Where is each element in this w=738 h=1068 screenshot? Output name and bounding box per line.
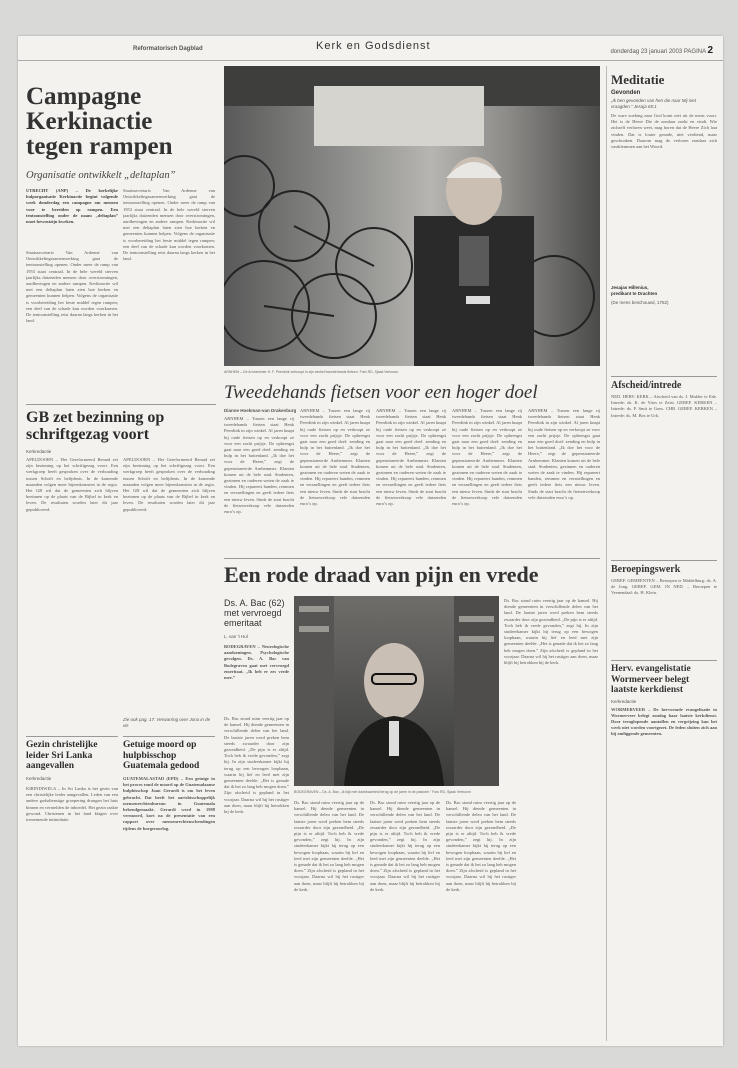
evangelist-title: Herv. evangelistatie Wormerveer belegt laatste kerkdienst	[611, 664, 691, 695]
divider-afscheid	[611, 376, 717, 377]
section-title: Kerk en Godsdienst	[316, 40, 431, 52]
draad-byline: L. van ’t Hul	[224, 634, 248, 639]
draad-body-col3: Ds. Bac stond ruim veertig jaar op de kansel. Hij diende gemeenten in verschillende delen van het land. De laatste jaren werd preken hem steeds zwaarder door zijn gezondheid. „De pijn is er altijd. Toch heb ik vrede gevonden,” zegt hij. In zijn studeerkamer kijkt hij terug op een bewogen loopbaan, waarin hij lief en leed met zijn gemeenten deelde. „Het is genade dat ik het zo lang heb mogen doen.” Zijn afscheid is gepland in het voorjaar. Daarna wil hij het rustiger aan doen, maar blijft hij betrokken bij de kerk.	[446, 800, 516, 892]
evangelist-body: WORMERVEER – De hervormde evangelisatie in Wormerveer belegt zondag haar laatste kerkdienst. Door teruglopende aantallen en vergrijzing kan het werk niet worden voortgezet. De leden sluiten zich aan bij omliggende gemeenten.	[611, 706, 717, 737]
draad-body-col0: Ds. Bac stond ruim veertig jaar op de kansel. Hij diende gemeenten in verschillende delen van het land. De laatste jaren werd preken hem steeds zwaarder door zijn gezondheid. „De pijn is er altijd. Toch heb ik vrede gevonden,” zegt hij. In zijn studeerkamer kijkt hij terug op een bewogen loopbaan, waarin hij lief en leed met zijn gemeenten deelde. „Het is genade dat ik het zo lang heb mogen doen.” Zijn afscheid is gepland in het voorjaar. Daarna wil hij het rustiger aan doen, maar blijft hij betrokken bij de kerk.	[224, 716, 289, 815]
page-label: PAGINA	[683, 49, 706, 55]
gb-headline	[26, 409, 218, 443]
afscheid-section	[611, 380, 717, 554]
divider-guatemala	[123, 736, 215, 737]
beroeping-body: GEREF. GEMEENTEN – Beroepen te Middelburg: ds. A. de Jong. GEREF. GEM. IN NED. – Beroepen te Veenendaal: ds. H. Klein.	[611, 578, 717, 596]
gb-kicker: Kerkredactie	[26, 449, 52, 454]
draad-headline: Een rode draad van pijn en vrede	[224, 562, 539, 587]
date-text: donderdag 23 januari 2003	[610, 49, 683, 55]
bike-shop-photo	[224, 66, 600, 366]
divider-beroeping	[611, 560, 717, 561]
meditatie-quote: „Ik ben gevonden van hen die naar Mij niet vraagden.” Jesaja 65:1	[611, 98, 697, 109]
newspaper-page	[18, 36, 723, 1046]
gb-continued: Zie ook pag. 17: Verwarring over Jona in de vis	[123, 717, 211, 728]
photo1-caption: ARNHEM – De Arnhemmer H. F. Peerdink verkoopt in zijn winkel tweedehands fietsen. Foto RD, Sjaak Verboom	[224, 370, 399, 374]
fietsen-body-col5: ARNHEM – Tussen een lange rij tweedehands fietsen staat Henk Peerdink in zijn winkel. Al jaren knapt hij oude fietsen op en verkoopt ze voor een zacht prijsje. De opbrengst gaat naar een goed doel: zending en hulp in het buitenland. „Ik doe het voor de Heere,” zegt de gepensioneerde Arnhemmer. Klanten komen uit de hele stad. Studenten, gezinnen en ouderen weten de zaak te vinden. Hij repareert banden, remmen en versnellingen en geeft iedere fiets een nieuw leven. Sinds de start bracht de fietsenverkoop vele duizenden euro’s op.	[528, 408, 600, 500]
fietsen-body-col1: ARNHEM – Tussen een lange rij tweedehands fietsen staat Henk Peerdink in zijn winkel. Al jaren knapt hij oude fietsen op en verkoopt ze voor een zacht prijsje. De opbrengst gaat naar een goed doel: zending en hulp in het buitenland. „Ik doe het voor de Heere,” zegt de gepensioneerde Arnhemmer. Klanten komen uit de hele stad. Studenten, gezinnen en ouderen weten de zaak te vinden. Hij repareert banden, remmen en versnellingen en geeft iedere fiets een nieuw leven. Sinds de start bracht de fietsenverkoop vele duizenden euro’s op.	[224, 416, 294, 515]
fietsen-body-col2: ARNHEM – Tussen een lange rij tweedehands fietsen staat Henk Peerdink in zijn winkel. Al jaren knapt hij oude fietsen op en verkoopt ze voor een zacht prijsje. De opbrengst gaat naar een goed doel: zending en hulp in het buitenland. „Ik doe het voor de Heere,” zegt de gepensioneerde Arnhemmer. Klanten komen uit de hele stad. Studenten, gezinnen en ouderen weten de zaak te vinden. Hij repareert banden, remmen en versnellingen en geeft iedere fiets een nieuw leven. Sinds de start bracht de fietsenverkoop vele duizenden euro’s op.	[300, 408, 370, 507]
srilanka-headline: Gezin christelijke leider Sri Lanka aangevallen	[26, 740, 98, 771]
draad-profile	[224, 598, 289, 726]
draad-profile-name: Ds. A. Bac (62)	[224, 598, 285, 608]
afscheid-body: NED. HERV. KERK – Afscheid van ds. J. Mulder te Ede. Intrede: ds. K. de Vries te Zeist. GEREF. KERKEN – Intrede: ds. P. Smit te Goes. CHR. GEREF. KERKEN – Intrede: ds. M. Bos te Urk.	[611, 394, 717, 418]
lead-body-col1: Staatssecretaris Van Ardenne van Ontwikkelingssamenwerking gaat de tentoonstelling openen. Onder meer de ramp van 1953 staat centraal. In de hele wereld sterven jaarlijks duizenden mensen door overstromingen, aardbevingen en andere rampen. Kerkinactie wil met een deltaplan laten zien hoe kerken en gemeenten kunnen helpen. Volgens de organisatie is voorbereiding het beste middel tegen rampen; een deel van de schade kan worden voorkomen. De tentoonstelling reist daarna langs kerken in het land.	[26, 250, 118, 324]
evangelist-section	[611, 664, 717, 1017]
fietsen-byline: Dianne Hoekman-van Drakenburg	[224, 408, 297, 413]
pastor-illustration	[294, 596, 499, 786]
draad-profile-sub2: emeritaat	[224, 618, 262, 628]
fietsen-body-col3: ARNHEM – Tussen een lange rij tweedehands fietsen staat Henk Peerdink in zijn winkel. Al jaren knapt hij oude fietsen op en verkoopt ze voor een zacht prijsje. De opbrengst gaat naar een goed doel: zending en hulp in het buitenland. „Ik doe het voor de Heere,” zegt de gepensioneerde Arnhemmer. Klanten komen uit de hele stad. Studenten, gezinnen en ouderen weten de zaak te vinden. Hij repareert banden, remmen en versnellingen en geeft iedere fiets een nieuw leven. Sinds de start bracht de fietsenverkoop vele duizenden euro’s op.	[376, 408, 446, 507]
sidebar-divider	[606, 66, 607, 1041]
meditatie-title: Meditatie	[611, 72, 665, 87]
draad-body-col1: Ds. Bac stond ruim veertig jaar op de kansel. Hij diende gemeenten in verschillende delen van het land. De laatste jaren werd preken hem steeds zwaarder door zijn gezondheid. „De pijn is er altijd. Toch heb ik vrede gevonden,” zegt hij. In zijn studeerkamer kijkt hij terug op een bewogen loopbaan, waarin hij lief en leed met zijn gemeenten deelde. „Het is genade dat ik het zo lang heb mogen doen.” Zijn afscheid is gepland in het voorjaar. Daarna wil hij het rustiger aan doen, maar blijft hij betrokken bij de kerk.	[294, 800, 364, 892]
beroeping-title: Beroepingswerk	[611, 564, 681, 575]
lead-subhead: Organisatie ontwikkelt „deltaplan”	[26, 170, 176, 181]
pastor-photo	[294, 596, 499, 786]
draad-profile-sub1: met vervroegd	[224, 608, 282, 618]
lead-headline-line3: tegen rampen	[26, 133, 173, 160]
meditatie-subtitle: Gevonden	[611, 90, 641, 96]
newspaper-name: Reformatorisch Dagblad	[133, 46, 203, 52]
draad-body-col4: Ds. Bac stond ruim veertig jaar op de kansel. Hij diende gemeenten in verschillende delen van het land. De laatste jaren werd preken hem steeds zwaarder door zijn gezondheid. „De pijn is er altijd. Toch heb ik vrede gevonden,” zegt hij. In zijn studeerkamer kijkt hij terug op een bewogen loopbaan, waarin hij lief en leed met zijn gemeenten deelde. „Het is genade dat ik het zo lang heb mogen doen.” Zijn afscheid is gepland in het voorjaar. Daarna wil hij het rustiger aan doen, maar blijft hij betrokken bij de kerk.	[504, 598, 598, 666]
lead-headline	[26, 84, 216, 159]
guatemala-headline: Getuige moord op hulpbisschop Guatemala gedood	[123, 740, 200, 771]
lead-headline-line2: Kerkinactie	[26, 108, 153, 135]
meditatie-author: Jesajas Hillenius,	[611, 285, 649, 290]
draad-intro: BODEGRAVEN – Neurologische aandoeningen. Psychologische gevolgen. Ds. A. Bac van Bodegraven gaat met vervroegd emeritaat. „Ik heb er zes vrede mee.”	[224, 644, 289, 681]
lead-intro: UTRECHT (ANP) – De kerkelijke hulporganisatie Kerkinactie begint volgende week donderdag een campagne om mensen voor te bereiden op rampen. Een tentoonstelling onder de naam „deltaplan” moet bewustzijn kweken.	[26, 188, 118, 225]
srilanka-body: KIRINDIWELA – In Sri Lanka is het gezin van een christelijke leider aangevallen. Leden van een andere godsdienstige groepering drongen het huis binnen en vernielden de inboedel. Het gezin raakte gewond. Christenen in het land klagen over toenemende intimidatie.	[26, 786, 118, 823]
fietsen-body-col4: ARNHEM – Tussen een lange rij tweedehands fietsen staat Henk Peerdink in zijn winkel. Al jaren knapt hij oude fietsen op en verkoopt ze voor een zacht prijsje. De opbrengst gaat naar een goed doel: zending en hulp in het buitenland. „Ik doe het voor de Heere,” zegt de gepensioneerde Arnhemmer. Klanten komen uit de hele stad. Studenten, gezinnen en ouderen weten de zaak te vinden. Hij repareert banden, remmen en versnellingen en geeft iedere fiets een nieuw leven. Sinds de start bracht de fietsenverkoop vele duizenden euro’s op.	[452, 408, 522, 507]
lead-body-col2: Staatssecretaris Van Ardenne van Ontwikkelingssamenwerking gaat de tentoonstelling openen. Onder meer de ramp van 1953 staat centraal. In de hele wereld sterven jaarlijks duizenden mensen door overstromingen, aardbevingen en andere rampen. Kerkinactie wil met een deltaplan laten zien hoe kerken en gemeenten kunnen helpen. Volgens de organisatie is voorbereiding het beste middel tegen rampen; een deel van de schade kan worden voorkomen. De tentoonstelling reist daarna langs kerken in het land.	[123, 188, 215, 262]
gb-headline-line2: schriftgezag voort	[26, 426, 150, 443]
bike-shop-illustration	[224, 66, 600, 366]
beroeping-section	[611, 564, 717, 658]
draad-body-col2: Ds. Bac stond ruim veertig jaar op de kansel. Hij diende gemeenten in verschillende delen van het land. De laatste jaren werd preken hem steeds zwaarder door zijn gezondheid. „De pijn is er altijd. Toch heb ik vrede gevonden,” zegt hij. In zijn studeerkamer kijkt hij terug op een bewogen loopbaan, waarin hij lief en leed met zijn gemeenten deelde. „Het is genade dat ik het zo lang heb mogen doen.” Zijn afscheid is gepland in het voorjaar. Daarna wil hij het rustiger aan doen, maar blijft hij betrokken bij de kerk.	[370, 800, 440, 892]
afscheid-title: Afscheid/intrede	[611, 380, 682, 391]
divider-srilanka	[26, 736, 118, 737]
sidebar	[611, 72, 717, 306]
meditatie-body: De ware zoeking naar God komt niet uit de mens voort. Het is de Heere Die de zondaar zoekt en vindt. Wie zichzelf verloren weet, mag horen dat de Heere Zich laat vinden. Dat is louter genade, niet verdiend, maar geschonken. Daarom mag de verloren zondaar zich vastklemmen aan het Woord.	[611, 113, 717, 150]
page-header	[18, 36, 723, 61]
divider-evangelist	[611, 660, 717, 661]
divider-gb	[26, 404, 216, 405]
meditatie-note: (De mens beschouwd, 1752)	[611, 300, 669, 305]
divider-draad	[224, 558, 600, 559]
page-number: 2	[707, 45, 713, 56]
date-line	[610, 45, 713, 56]
gb-body-col2: APELDOORN – Het Gereformeerd Beraad zet zijn bezinning op het schriftgezag voort. Een werkgroep heeft gesproken over de verhouding tussen Schrift en belijdenis. In de komende maanden volgen meer bijeenkomsten in de regio. Het GB wil dat de gemeenten zich blijven bezinnen op de plaats van de Bijbel in kerk en leven. De resultaten worden later dit jaar gepubliceerd.	[123, 457, 215, 512]
gb-headline-line1: GB zet bezinning op	[26, 409, 165, 426]
fietsen-headline: Tweedehands fietsen voor een hoger doel	[224, 382, 538, 403]
evangelist-kicker: Kerkredactie	[611, 698, 637, 704]
gb-body-col1: APELDOORN – Het Gereformeerd Beraad zet zijn bezinning op het schriftgezag voort. Een werkgroep heeft gesproken over de verhouding tussen Schrift en belijdenis. In de komende maanden volgen meer bijeenkomsten in de regio. Het GB wil dat de gemeenten zich blijven bezinnen op de plaats van de Bijbel in kerk en leven. De resultaten worden later dit jaar gepubliceerd.	[26, 457, 118, 512]
draad-caption: BODEGRAVEN – Ds. A. Bac: „Ik kijk met dankbaarheid terug op de jaren in de pastorie.” Foto RD, Sjaak Verboom	[294, 790, 471, 794]
guatemala-body: GUATEMALASTAD (EPD) – Een getuige in het proces rond de moord op de Guatemalaanse hulpbisschop Juan Gerardi is om het leven gebracht. Dat heeft het aartsbisschoppelijk mensenrechtenbureau in Guatemala bekendgemaakt. Gerardi werd in 1998 vermoord, kort na de presentatie van een rapport over mensenrechtenschendingen tijdens de burgeroorlog.	[123, 776, 215, 831]
srilanka-kicker: Kerkredactie	[26, 776, 52, 781]
meditatie-place: predikant te Drachten	[611, 291, 658, 296]
lead-headline-line1: Campagne	[26, 83, 142, 110]
